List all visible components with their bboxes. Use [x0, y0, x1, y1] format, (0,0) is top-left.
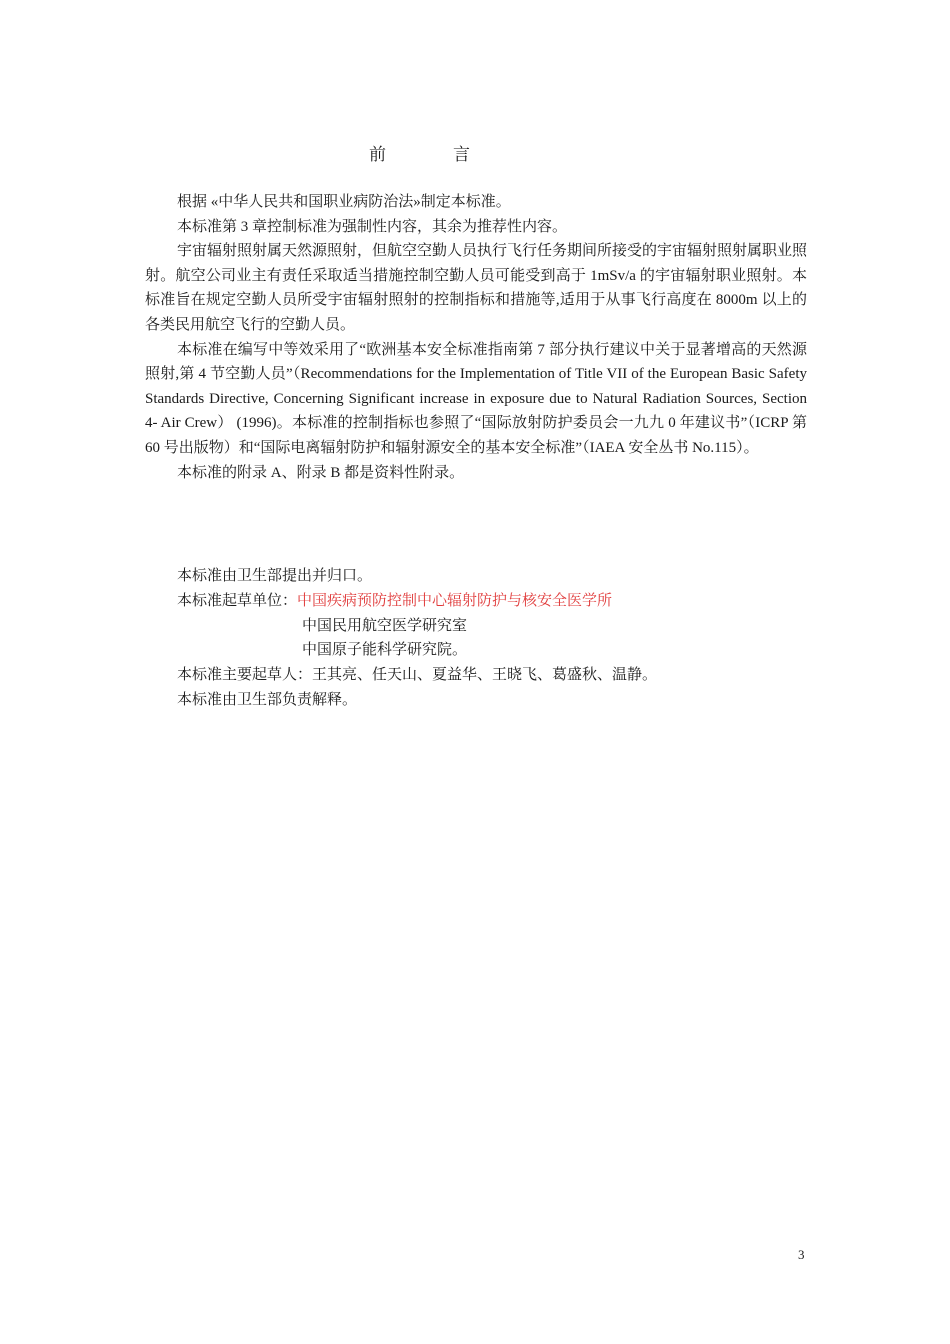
- page-title: [0, 140, 950, 170]
- foreword-body: [145, 190, 807, 485]
- main-drafters-line: 本标准主要起草人：王其亮、任天山、夏益华、王晓飞、葛盛秋、温静。: [177, 667, 658, 683]
- drafting-unit-2: 中国民用航空医学研究室: [302, 618, 468, 634]
- paragraph-appendices: 本标准的附录 A、附录 B 都是资料性附录。: [177, 464, 465, 481]
- title-char-2: 言: [453, 145, 470, 164]
- title-char-1: 前: [369, 145, 386, 164]
- interpretation-line: 本标准由卫生部负责解释。: [177, 692, 358, 708]
- drafting-unit-3: 中国原子能科学研究院。: [302, 642, 468, 658]
- drafting-units-line: [177, 589, 612, 613]
- paragraph-cosmic-radiation: 宇宙辐射照射属天然源照射，但航空空勤人员执行飞行任务期间所接受的宇宙辐射照射属职业照射。航空公司业主有责任采取适当措施控制空勤人员可能受到高于 1mSv/a 的宇宙辐射职业照射。本标准旨在规定空勤人员所受宇宙辐射照射的控制指标和措施等,适用于从事飞行高度在 8000m 以上的各类民用航空飞行的空勤人员。: [145, 243, 808, 333]
- drafting-unit-1: 中国疾病预防控制中心辐射防护与核安全医学所: [297, 593, 613, 609]
- proposed-by-line: 本标准由卫生部提出并归口。: [177, 568, 373, 584]
- paragraph-mandatory-scope: 本标准第 3 章控制标准为强制性内容，其余为推荐性内容。: [177, 218, 568, 235]
- paragraph-law-basis: 根据 «中华人民共和国职业病防治法»制定本标准。: [177, 194, 511, 210]
- page-number: 3: [798, 1247, 805, 1262]
- drafting-units-label: 本标准起草单位：: [177, 593, 298, 609]
- paragraph-adopted-references: 本标准在编写中等效采用了“欧洲基本安全标准指南第 7 部分执行建议中关于显著增高的天然源照射,第 4 节空勤人员”（Recommendations for the Implementation of Title VII of the European Basic Safety Standards Directive, Concerning Significant increase in exposure due to Natural Radiation Sources, Section 4- Air Crew） (1996)。本标准的控制指标也参照了“国际放射防护委员会一九九 0 年建议书”（ICRP 第 60 号出版物）和“国际电离辐射防护和辐射源安全的基本安全标准”（IAEA 安全丛书 No.115）。: [145, 341, 807, 456]
